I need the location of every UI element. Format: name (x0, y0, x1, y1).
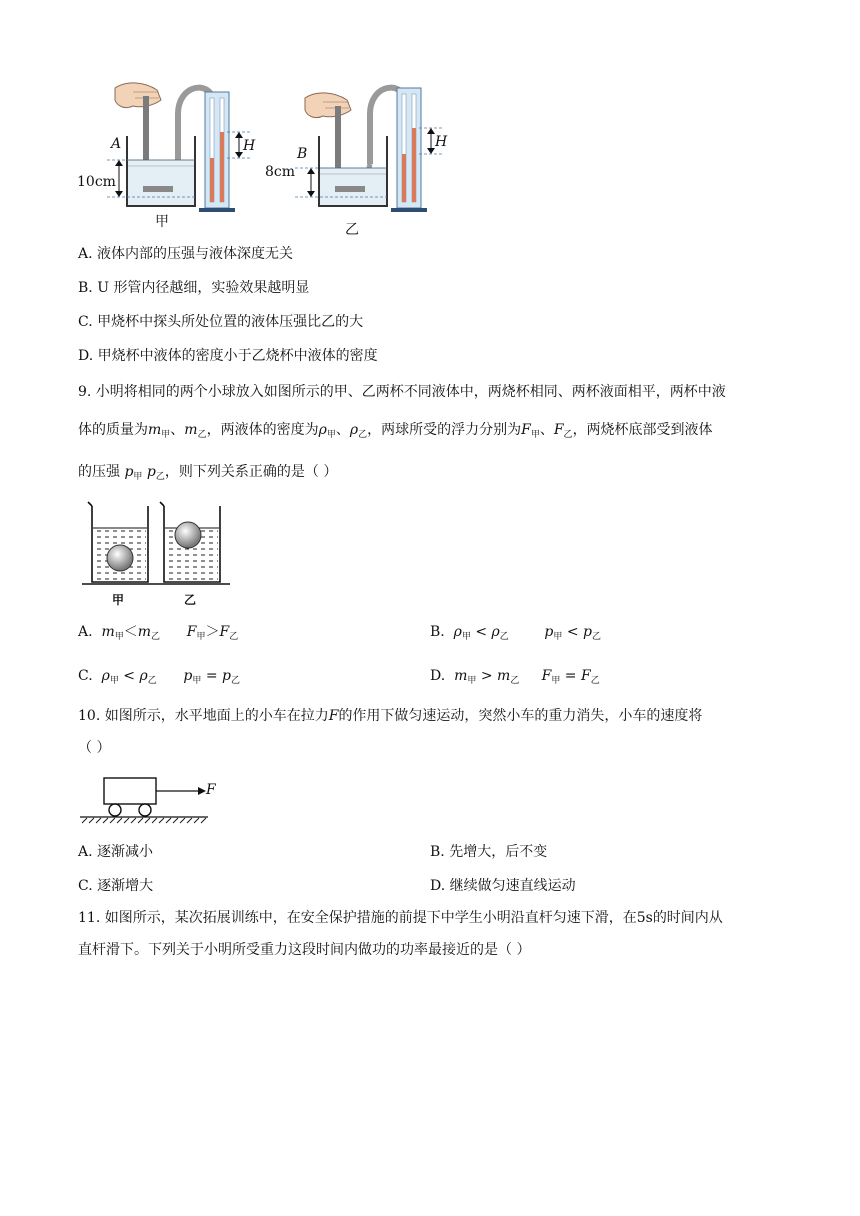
cart-wheel-left (109, 804, 121, 816)
q9-stem-line3: 的压强 $p_甲$ $p_乙$，则下列关系正确的是（ ） (78, 464, 338, 482)
depth-label-a: 10cm (77, 174, 116, 190)
q9-stem-line1: 9. 小明将相同的两个小球放入如图所示的甲、乙两杯不同液体中，两烧杯相同、两杯液面相平，两杯中液 (78, 384, 726, 400)
apparatus-yi (265, 88, 448, 238)
apparatus-jia (77, 83, 256, 230)
q9-option-a: A. $m_甲<m_乙$ $F_甲>F_乙$ (78, 624, 239, 642)
h-label-a: H (243, 138, 256, 154)
q10-option-c: C. 逐渐增大 (78, 878, 154, 894)
q9-option-b: B. $\rho_甲 < \rho_乙$ $p_甲 < p_乙$ (430, 624, 602, 642)
cart-body (104, 778, 156, 804)
cart-wheel-right (139, 804, 151, 816)
q9-stem-line2: 体的质量为$m_甲$、$m_乙$，两液体的密度为$\rho_甲$、$\rho_乙$，两球所受的浮力分别为$F_甲$、$F_乙$，两烧杯底部受到液体 (78, 422, 713, 440)
ball-jia (107, 545, 133, 571)
q10-option-b: B. 先增大，后不变 (430, 844, 548, 860)
caption-jia: 甲 (155, 214, 169, 230)
q10-option-a: A. 逐渐减小 (78, 844, 154, 860)
two-beakers-figure (80, 498, 240, 610)
beaker-jia (88, 502, 148, 582)
caption-yi: 乙 (345, 222, 359, 238)
cart-figure (78, 772, 214, 828)
q9-option-c: C. $\rho_甲 < \rho_乙$ $p_甲 = p_乙$ (78, 668, 241, 686)
label-b: B (297, 146, 308, 162)
q11-stem-line2: 直杆滑下。下列关于小明所受重力这段时间内做功的功率最接近的是（ ） (78, 942, 531, 958)
beaker-yi (160, 502, 220, 582)
q11-stem-line1: 11. 如图所示，某次拓展训练中，在安全保护措施的前提下中学生小明沿直杆匀速下滑，在5s的时间内从 (78, 910, 723, 926)
q10-option-d: D. 继续做匀速直线运动 (430, 878, 576, 894)
q8-option-a: A. 液体内部的压强与液体深度无关 (78, 246, 294, 262)
q10-stem-line2: （ ） (78, 740, 111, 756)
ball-yi (175, 522, 201, 548)
caption-beaker-yi: 乙 (184, 593, 197, 607)
q8-option-d: D. 甲烧杯中液体的密度小于乙烧杯中液体的密度 (78, 348, 378, 364)
q9-option-d: D. $m_甲 > m_乙$ $F_甲 = F_乙$ (430, 668, 600, 686)
depth-label-b: 8cm (265, 164, 296, 180)
q8-option-b: B. U 形管内径越细，实验效果越明显 (78, 280, 310, 296)
q8-option-c: C. 甲烧杯中探头所处位置的液体压强比乙的大 (78, 314, 364, 330)
q10-stem-line1: 10. 如图所示，水平地面上的小车在拉力F的作用下做匀速运动，突然小车的重力消失，小车的速度将 (78, 708, 703, 724)
force-label: F (206, 782, 216, 798)
pressure-experiment-figure (75, 76, 455, 238)
h-label-b: H (435, 134, 448, 150)
caption-beaker-jia: 甲 (112, 593, 125, 607)
force-arrow-head (198, 787, 206, 795)
label-a: A (111, 136, 122, 152)
